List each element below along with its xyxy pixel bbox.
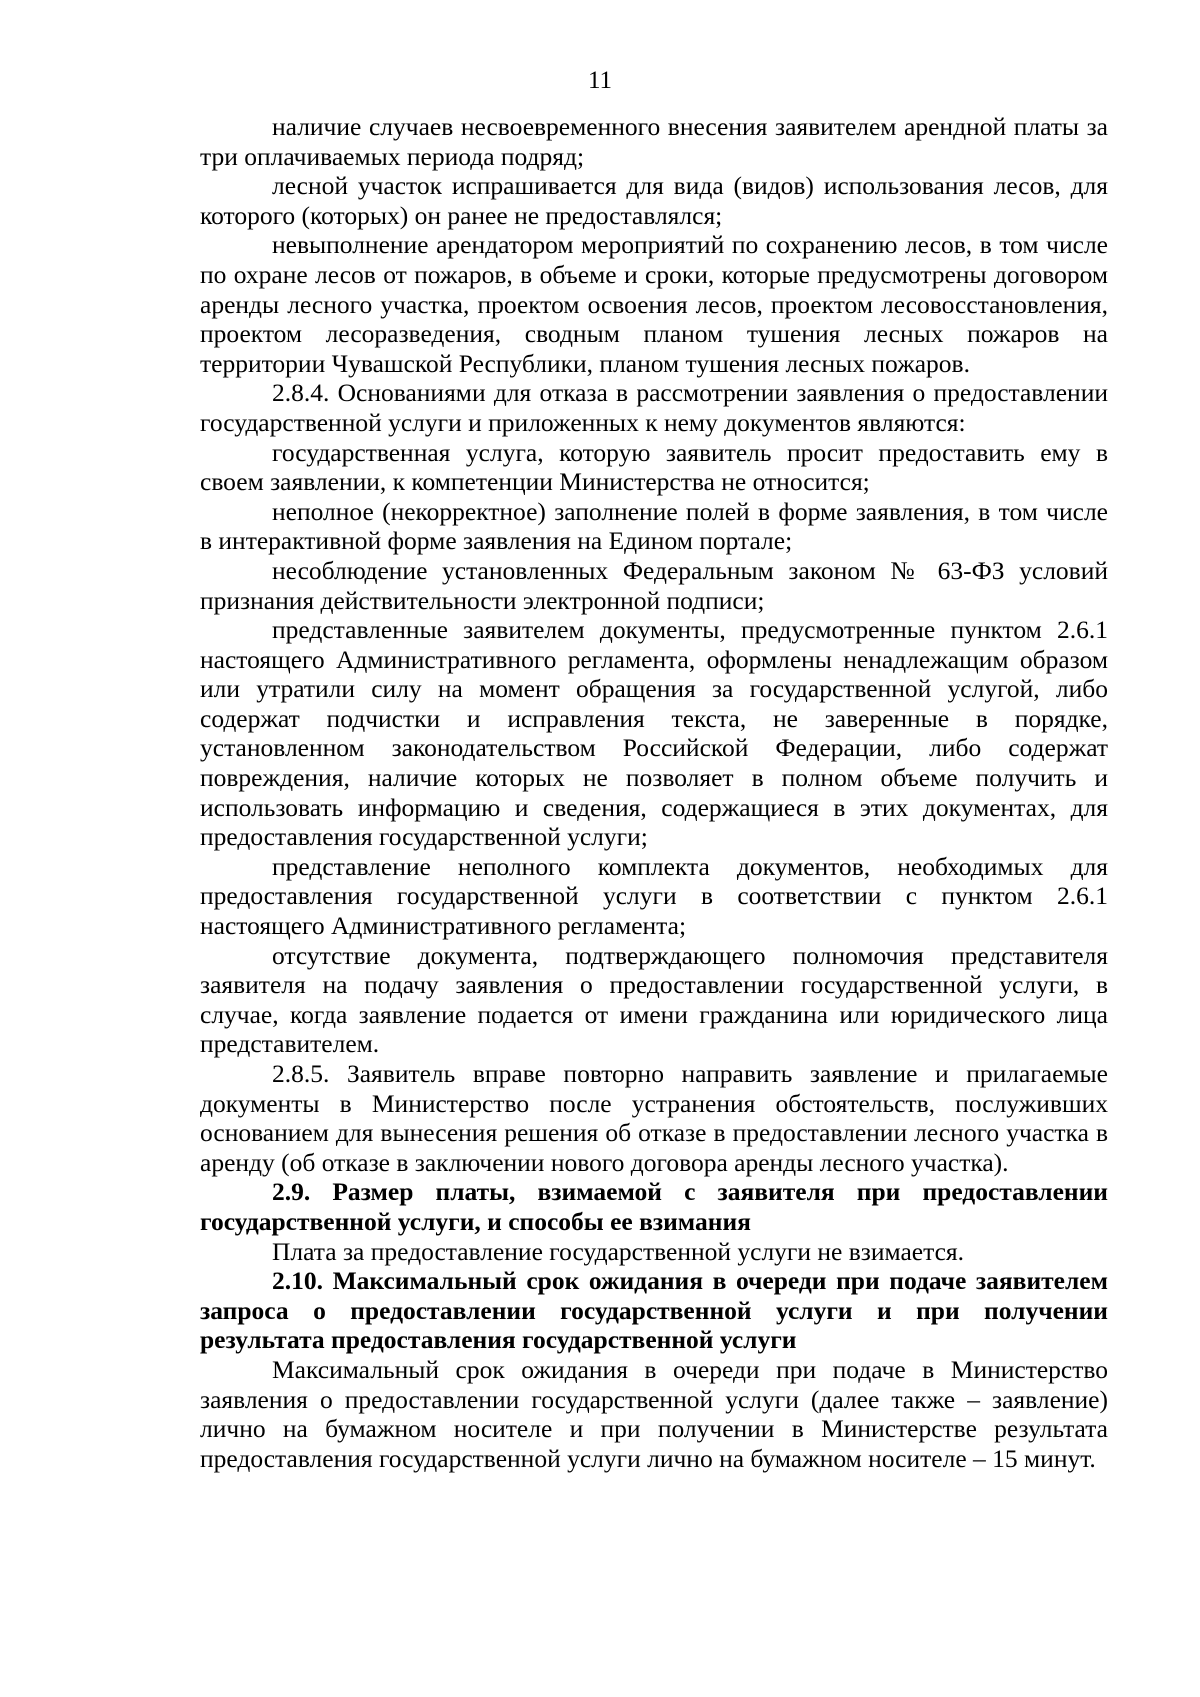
paragraph-incomplete-form: неполное (некорректное) заполнение полей в форме заявления, в том числе в интерактивной форме заявления на Едином портале; bbox=[200, 496, 1108, 556]
document-body bbox=[200, 112, 1108, 1473]
paragraph-not-ministry-competence: государственная услуга, которую заявитель просит предоставить ему в своем заявлении, к компетенции Министерства не относится; bbox=[200, 437, 1108, 497]
paragraph-2-8-4: 2.8.4. Основаниями для отказа в рассмотрении заявления о предоставлении государственной услуги и приложенных к нему документов являются: bbox=[200, 378, 1108, 437]
heading-2-9: 2.9. Размер платы, взимаемой с заявителя при предоставлении государственной услуги, и способы ее взимания bbox=[200, 1177, 1108, 1236]
paragraph-2-8-5: 2.8.5. Заявитель вправе повторно направить заявление и прилагаемые документы в Министерство после устранения обстоятельств, послуживших основанием для вынесения решения об отказе в предоставлении лесного участка в аренду (об отказе в заключении нового договора аренды лесного участка). bbox=[200, 1059, 1108, 1177]
paragraph-forest-use-type: лесной участок испрашивается для вида (видов) использования лесов, для которого (которых) он ранее не предоставлялся; bbox=[200, 171, 1108, 230]
paragraph-conservation-failure: невыполнение арендатором мероприятий по сохранению лесов, в том числе по охране лесов от пожаров, в объеме и сроки, которые предусмотрены договором аренды лесного участка, проектом освоения лесов, проектом лесовосстановления, проектом лесоразведения, сводным планом тушения лесных пожаров на территории Чувашской Республики, планом тушения лесных пожаров. bbox=[200, 230, 1108, 378]
paragraph-no-fee: Плата за предоставление государственной услуги не взимается. bbox=[272, 1236, 964, 1266]
paragraph-e-signature: несоблюдение установленных Федеральным законом № 63-ФЗ условий признания действительности электронной подписи; bbox=[200, 555, 1108, 615]
paragraph-queue-time: Максимальный срок ожидания в очереди при подаче в Министерство заявления о предоставлении государственной услуги (далее также – заявление) лично на бумажном носителе и при получении в Министерстве результата предоставления государственной услуги лично на бумажном носителе – 15 минут. bbox=[200, 1354, 1108, 1473]
paragraph-incomplete-set: представление неполного комплекта документов, необходимых для предоставления государственной услуги в соответствии с пунктом 2.6.1 настоящего Административного регламента; bbox=[200, 851, 1108, 941]
paragraph-improper-documents: представленные заявителем документы, предусмотренные пунктом 2.6.1 настоящего Административного регламента, оформлены ненадлежащим образом или утратили силу на момент обращения за государственной услугой, либо содержат подчистки и исправления текста, не заверенные в порядке, установленном законодательством Российской Федерации, либо содержат повреждения, наличие которых не позволяет в полном объеме получить и использовать информацию и сведения, содержащиеся в этих документах, для предоставления государственной услуги; bbox=[200, 615, 1108, 852]
paragraph-no-authority-document: отсутствие документа, подтверждающего полномочия представителя заявителя на подачу заявления о предоставлении государственной услуги, в случае, когда заявление подается от имени гражданина или юридического лица представителем. bbox=[200, 940, 1108, 1059]
page-number: 11 bbox=[587, 67, 613, 94]
heading-2-10: 2.10. Максимальный срок ожидания в очереди при подаче заявителем запроса о предоставлении государственной услуги и при получении результата предоставления государственной услуги bbox=[200, 1266, 1108, 1355]
paragraph-rent-arrears: наличие случаев несвоевременного внесения заявителем арендной платы за три оплачиваемых периода подряд; bbox=[200, 112, 1108, 171]
